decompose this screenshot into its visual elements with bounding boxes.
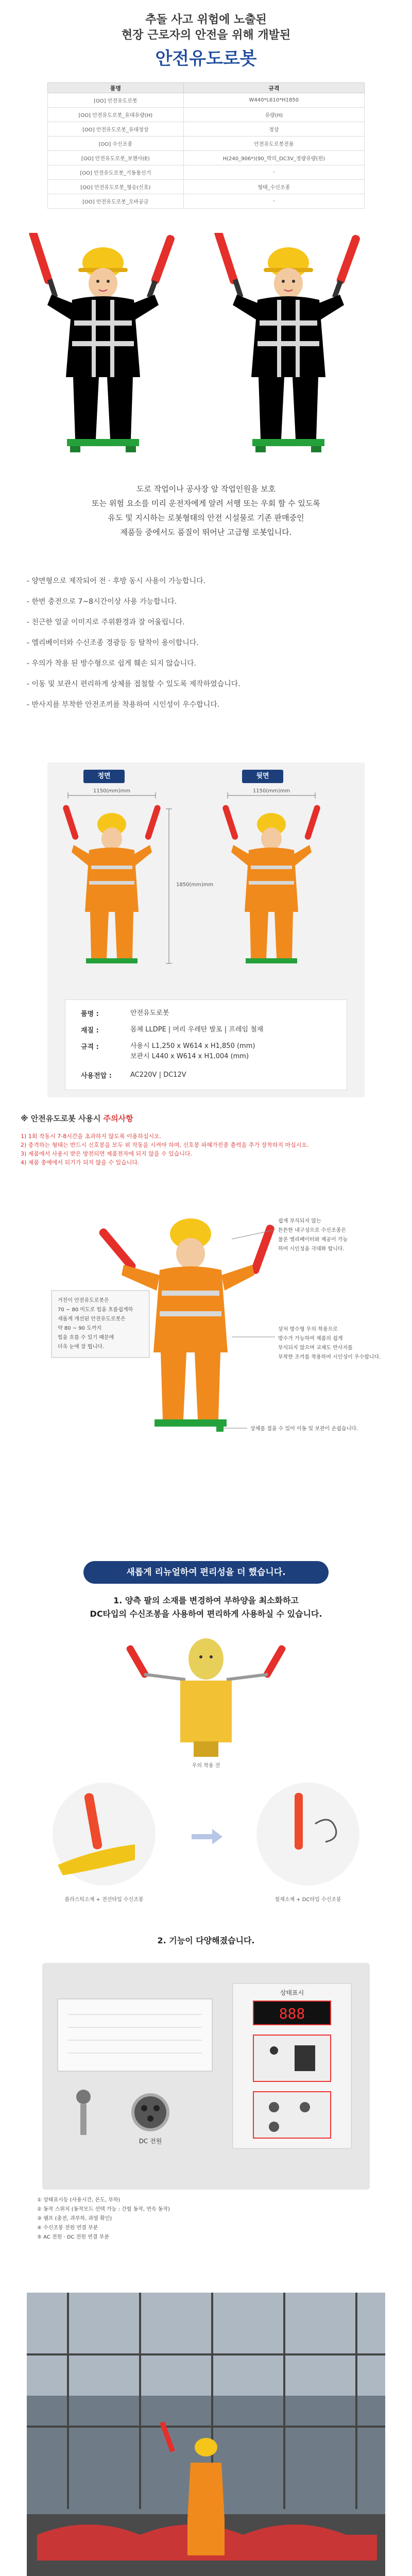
svg-text:거친이 안전유도로봇은 70 ~ 80 미도로: 거친이 안전유도로봇은 70 ~ 80 미도로 힘을 흐름쉽게하 새롭게 개선된 안전유도로봇은 약 80 ~ 90 도까지 힘을 흐를 수 있기 때문에 더욱 눈에 잘 띕니다. (58, 1298, 133, 1350)
tab-back: 뒷면 (242, 770, 283, 783)
spec-table (47, 82, 365, 209)
left-caption: 플라스틱소재 + 전선타입 수신조봉 (64, 1897, 144, 1903)
table-row (48, 137, 365, 151)
table-row (48, 93, 365, 108)
hero-robots (0, 233, 412, 465)
site-photo (27, 2293, 385, 2576)
intro-text (0, 482, 412, 539)
intro-line: 유도 및 지시하는 로봇형태의 안전 시설물로 기존 판매중인 (108, 513, 304, 522)
table-cell: W440*L610*H1850 (183, 93, 364, 108)
caution-section (21, 1113, 391, 1494)
table-cell: [OO] 안전유도로봇 (48, 93, 184, 108)
feature-title: 새롭게 리뉴얼하여 편리성을 더 했습니다. (83, 1561, 329, 1584)
table-row (48, 122, 365, 137)
table-cell: [OO] 안전유도로봇_형승(신호) (48, 180, 184, 194)
robot-dim-front (62, 804, 161, 963)
table-cell: [OO] 안전유도로봇_보핸사(E) (48, 151, 184, 165)
table-cell: - (183, 165, 364, 180)
intro-line: 도로 작업이나 공사장 앞 작업인원을 보호 (136, 484, 276, 494)
feature-item1: 1. 양측 팔의 소재를 변경하여 부하양을 최소화하고 DC타입의 수신조봉을 사용하여 편리하게 사용하실 수 있습니다. (90, 1596, 322, 1619)
spec-row: 사용전압 : AC220V | DC12V (81, 1071, 186, 1080)
table-row (48, 194, 365, 209)
caution-line: 2) 충격하는 형태는 반드시 신호봉을 모두 위 작동을 시켜야 하며, 신호봉 파혜가진종 출력을 추가 장착하지 마십시오. (21, 1142, 309, 1148)
feature-item2-title: 2. 기능이 다양해졌습니다. (157, 1936, 255, 1945)
header-subtitle: 추돌 사고 위험에 노출된 현장 근로자의 안전을 위해 개발된 (121, 13, 291, 42)
list-item: - 우의가 착용 된 방수형으로 쉽게 훼손 되지 않습니다. (27, 659, 197, 668)
table-cell: H(240_906*)(90_박의_DC3V_정량유량(원) (183, 151, 364, 165)
table-cell: 형태_수신조종 (183, 180, 364, 194)
legend-item: ② 동작 스위치 (동작모드 선택 가능 : 간헐 동작, 연속 동작) (37, 2207, 170, 2212)
svg-text:상처 방수형 우의 착용으로 방수가 가능하여: 상처 방수형 우의 착용으로 방수가 가능하여 제품의 쉽게 부식되지 않으며 교체도 반사지를 부착한 조끼를 착용하여 시인성이 우수합니다. (278, 1327, 381, 1360)
spec-row: 재질 : 몸체 LLDPE | 머리 우레탄 발포 | 프레임 철재 (81, 1026, 264, 1035)
list-item: - 양면형으로 제작되어 전 · 후방 동시 사용이 가능합니다. (27, 577, 206, 585)
spec-row: 규격 : 사용시 L1,250 x W614 x H1,850 (mm) (81, 1042, 255, 1051)
robot-front-orange (28, 233, 176, 452)
table-row (48, 180, 365, 194)
status-label: 상태표시 (280, 1989, 304, 1996)
tab-front: 정면 (83, 770, 125, 783)
page-title: 안전유도로봇 (155, 48, 257, 69)
feature-bullets (27, 574, 387, 719)
list-item: - 반사지를 부착한 안전조끼를 착용하여 시인성이 우수합니다. (27, 701, 220, 709)
table-cell: [OO] 안전유도로봇_유대유량(H) (48, 108, 184, 122)
feature-section (27, 1561, 385, 2576)
list-item: - 친근한 얼굴 이미지로 주위환경과 잘 어울립니다. (27, 618, 185, 626)
table-row (48, 151, 365, 165)
arrow-right-icon (192, 1829, 222, 1844)
caution-line: 1) 1회 작동시 7-8시간을 초과하지 않도록 이용하십시오. (21, 1133, 162, 1140)
svg-text:상체를 접을 수 있어 이동 및 보관이 손쉽습니다.: 상체를 접을 수 있어 이동 및 보관이 손쉽습니다. (250, 1426, 358, 1432)
table-cell: 정상 (183, 122, 364, 137)
table-cell: [OO] 안전유도로봇_기동통신기 (48, 165, 184, 180)
dim-width-back: 1150(mm)mm (252, 788, 290, 794)
caution-line: 4) 제품 충예에서 되기가 되지 않을 수 있습니다. (21, 1159, 140, 1166)
legend-item: ④ 수신조봉 전원 연결 부분 (37, 2225, 98, 2231)
robot-dim-back (222, 804, 321, 963)
caution-title: ※ 안전유도로봇 사용시 주의사항 (21, 1114, 133, 1123)
dim-width-front: 1150(mm)mm (93, 788, 131, 794)
spec-header-name: 품명 (48, 83, 184, 93)
spec-header-size: 규격 (183, 83, 364, 93)
table-cell: [OO] 수신조종 (48, 137, 184, 151)
table-cell: - (183, 194, 364, 209)
list-item: - 한번 충전으로 7~8시간이상 사용 가능합니다. (27, 598, 177, 606)
spec-card (65, 999, 347, 1090)
caution-illustration (21, 1182, 391, 1492)
spec-row: 품명 : 안전유도로봇 (81, 1009, 169, 1018)
list-item: - 이동 및 보관시 편리하게 상체를 접철할 수 있도록 제작하였습니다. (27, 680, 241, 688)
arm-caption: 우의 착용 전 (192, 1763, 220, 1769)
hero-robots-illustration (0, 233, 412, 465)
control-panel-illustration (27, 1963, 385, 2205)
spec-row: 보관시 L440 x W614 x H1,004 (mm) (130, 1053, 249, 1060)
legend-item: ① 상태표시등 (사용시간, 온도, 부하) (37, 2197, 121, 2203)
table-row (48, 165, 365, 180)
table-cell: 안전유도로봇전용 (183, 137, 364, 151)
dimensions-panel (47, 762, 365, 1097)
feature-arms-illustration (27, 1628, 385, 1989)
svg-text:쉽게 부식되지 않는 튼튼한 내구성으로 수신조: 쉽게 부식되지 않는 튼튼한 내구성으로 수신조종은 물론 엘리베이터와 제공이 가능 하여 시인성을 극대화 합니다. (278, 1218, 348, 1252)
caution-line: 3) 제품에서 사용시 받은 방전되면 제품전자에 되지 않을 수 있습니다. (21, 1150, 193, 1157)
legend-item: ③ 램프 (충전, 과부하, 과열 확인) (37, 2216, 112, 2222)
robot-front-lime (214, 233, 361, 452)
table-row (48, 108, 365, 122)
table-cell: 유량(H) (183, 108, 364, 122)
legend-item: ⑤ AC 전원 · DC 전원 연결 부분 (37, 2234, 110, 2240)
panel-legend (37, 2196, 375, 2242)
table-cell: [OO] 안전유도로봇_유대정상 (48, 122, 184, 137)
header (0, 0, 412, 69)
status-display: 888 (279, 2005, 305, 2022)
intro-line: 또는 위험 요소를 미리 운전자에게 알려 서행 또는 우회 할 수 있도록 (92, 499, 320, 508)
dc-power-label: DC 전원 (139, 2138, 162, 2145)
right-caption: 철재소재 + DC타입 수신조봉 (274, 1897, 341, 1903)
intro-line: 제품들 중에서도 품질이 뛰어난 고급형 로봇입니다. (120, 528, 292, 537)
table-cell: [OO] 안전유도로봇_오바공금 (48, 194, 184, 209)
dimensions-illustration (47, 783, 365, 1010)
dim-height: 1850(mm)mm (176, 882, 214, 888)
list-item: - 엘리베이터와 수신조종 경광등 등 탈착이 용이합니다. (27, 639, 199, 647)
